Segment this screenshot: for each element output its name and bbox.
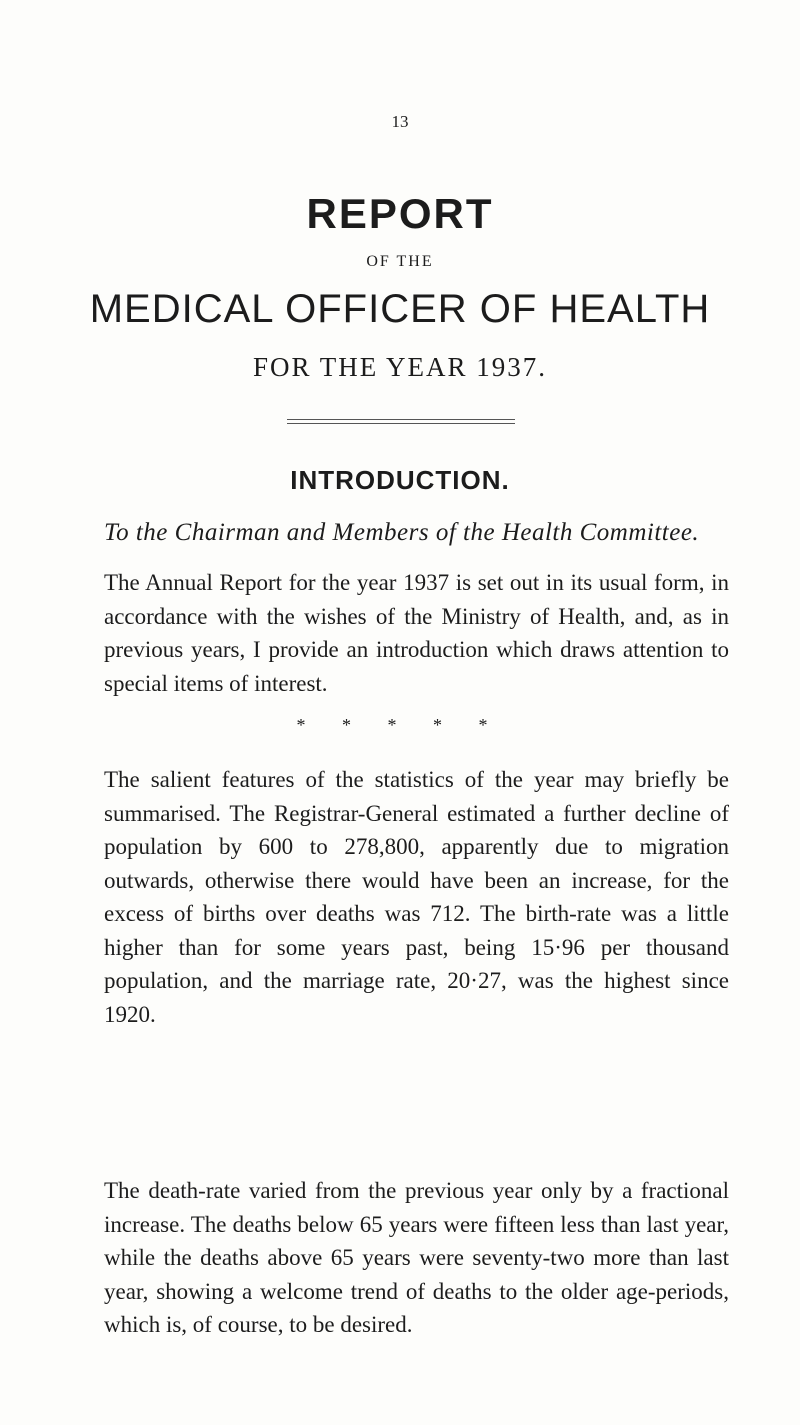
paragraph-2: The salient features of the statistics of the year may briefly be summarised. The Registrar-General estimated a further decline of population by 600 to 278,800, apparently due to migration outwards, otherwise there would have been an increase, for the excess of births over deaths was 712. The birth-rate was a little higher than for some years past, being 15·96 per thousand population, and the marriage rate, 20·27, was the highest since 1920. (104, 767, 729, 1027)
page-number: 13 (391, 112, 409, 131)
report-title: REPORT (306, 190, 494, 237)
salutation: To the Chairman and Members of the Health Committee. (104, 519, 700, 546)
asterisk-separator: * * * * * (296, 715, 504, 735)
paragraph-3: The death-rate varied from the previous year only by a fractional increase. The deaths below 65 years were fifteen less than last year, while the deaths above 65 years were seventy-two more than last year, showing a welcome trend of deaths to the older age-periods, which is, of course, to be desired. (104, 1178, 729, 1337)
title-connector: OF THE (366, 253, 434, 270)
report-subtitle: MEDICAL OFFICER OF HEALTH (89, 287, 711, 331)
double-rule-divider (287, 419, 515, 424)
paragraph-1: The Annual Report for the year 1937 is set out in its usual form, in accordance with the wishes of the Ministry of Health, and, as in previous years, I provide an introduction which draws attention to special items of interest. (104, 570, 729, 696)
section-heading: INTRODUCTION. (290, 465, 510, 495)
report-year-line: FOR THE YEAR 1937. (252, 352, 548, 382)
